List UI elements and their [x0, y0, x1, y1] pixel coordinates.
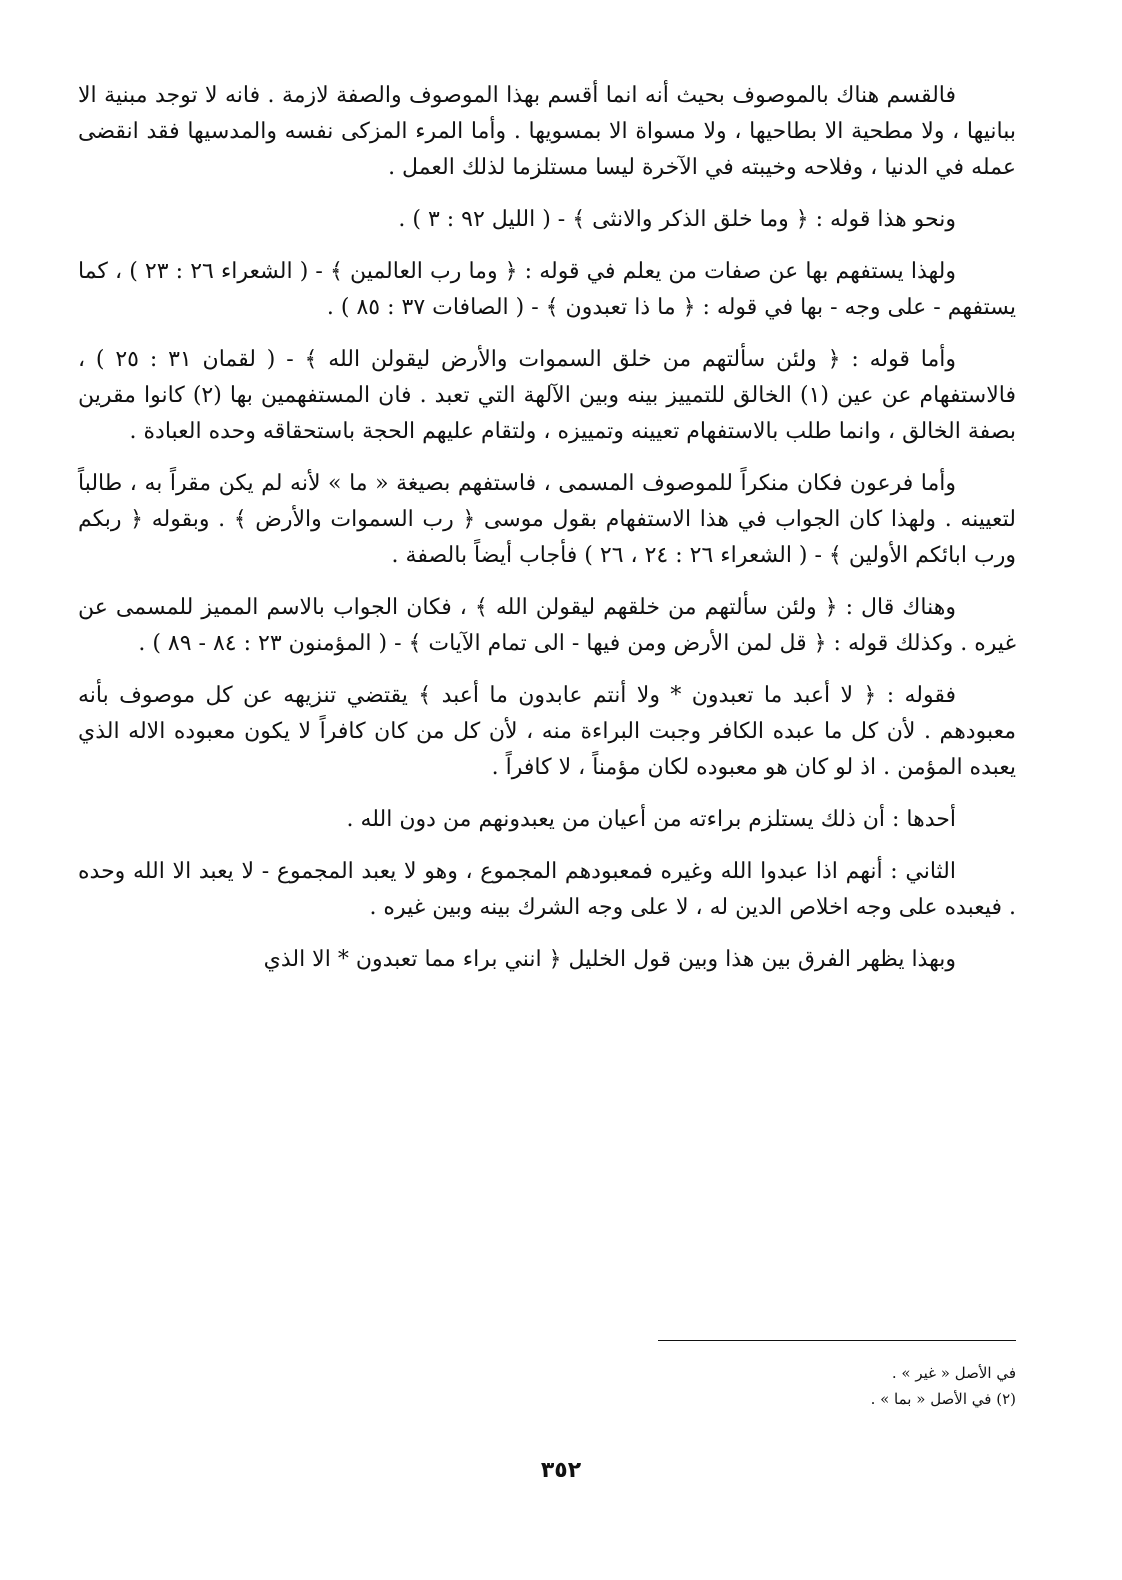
- paragraph-3: ولهذا يستفهم بها عن صفات من يعلم في قوله : ﴿ وما رب العالمين ﴾ - ( الشعراء ٢٦ : ٢٣ ) ، كما يستفهم - على وجه - بها في قوله : ﴿ ما ذا تعبدون ﴾ - ( الصافات ٣٧ : ٨٥ ) .: [78, 259, 1016, 320]
- page-number: ٣٥٢: [540, 1458, 582, 1483]
- paragraph-5: وأما فرعون فكان منكراً للموصوف المسمى ، فاستفهم بصيغة « ما » لأنه لم يكن مقراً به ، طالباً لتعيينه . ولهذا كان الجواب في هذا الاستفهام بقول موسى ﴿ رب السموات والأرض ﴾ . وبقوله ﴿ ربكم ورب ابائكم الأولين ﴾ - ( الشعراء ٢٦ : ٢٤ ، ٢٦ ) فأجاب أيضاً بالصفة .: [78, 471, 1016, 568]
- paragraph-1: فالقسم هناك بالموصوف بحيث أنه انما أقسم بهذا الموصوف والصفة لازمة . فانه لا توجد مبنية الا ببانيها ، ولا مطحية الا بطاحيها ، ولا مسواة الا بمسويها . وأما المرء المزكى نفسه والمدسيها فقد انقضى عمله في الدنيا ، وفلاحه وخيبته في الآخرة ليسا مستلزما لذلك العمل .: [78, 83, 1016, 180]
- main-text: [78, 78, 1016, 994]
- paragraph-4: وأما قوله : ﴿ ولئن سألتهم من خلق السموات والأرض ليقولن الله ﴾ - ( لقمان ٣١ : ٢٥ ) ، فالاستفهام عن عين (١) الخالق للتمييز بينه وبين الآلهة التي تعبد . فان المستفهمين بها (٢) كانوا مقرين بصفة الخالق ، وانما طلب بالاستفهام تعيينه وتمييزه ، ولتقام عليهم الحجة باستحقاقه وحده العبادة .: [78, 347, 1016, 444]
- footnote-1: في الأصل « غير » .: [891, 1364, 1016, 1382]
- paragraph-10: وبهذا يظهر الفرق بين هذا وبين قول الخليل ﴿ انني براء مما تعبدون * الا الذي: [263, 947, 956, 972]
- paragraph-6: وهناك قال : ﴿ ولئن سألتهم من خلقهم ليقولن الله ﴾ ، فكان الجواب بالاسم المميز للمسمى عن غيره . وكذلك قوله : ﴿ قل لمن الأرض ومن فيها - الى تمام الآيات ﴾ - ( المؤمنون ٢٣ : ٨٤ - ٨٩ ) .: [78, 595, 1016, 656]
- paragraph-9: الثاني : أنهم اذا عبدوا الله وغيره فمعبودهم المجموع ، وهو لا يعبد المجموع - لا يعبد الا الله وحده . فيعبده على وجه اخلاص الدين له ، لا على وجه الشرك بينه وبين غيره .: [78, 859, 1016, 920]
- footnotes: [600, 1360, 1016, 1412]
- paragraph-7: فقوله : ﴿ لا أعبد ما تعبدون * ولا أنتم عابدون ما أعبد ﴾ يقتضي تنزيهه عن كل موصوف بأنه معبودهم . لأن كل ما عبده الكافر وجبت البراءة منه ، لأن كل من كان كافراً لا يكون معبوده الاله الذي يعبده المؤمن . اذ لو كان هو معبوده لكان مؤمناً ، لا كافراً .: [78, 683, 1016, 780]
- paragraph-2: ونحو هذا قوله : ﴿ وما خلق الذكر والانثى ﴾ - ( الليل ٩٢ : ٣ ) .: [398, 207, 956, 232]
- footnote-2: (٢) في الأصل « بما » .: [870, 1390, 1016, 1408]
- paragraph-8: أحدها : أن ذلك يستلزم براءته من أعيان من يعبدونهم من دون الله .: [346, 807, 956, 832]
- footnote-separator: [658, 1340, 1016, 1341]
